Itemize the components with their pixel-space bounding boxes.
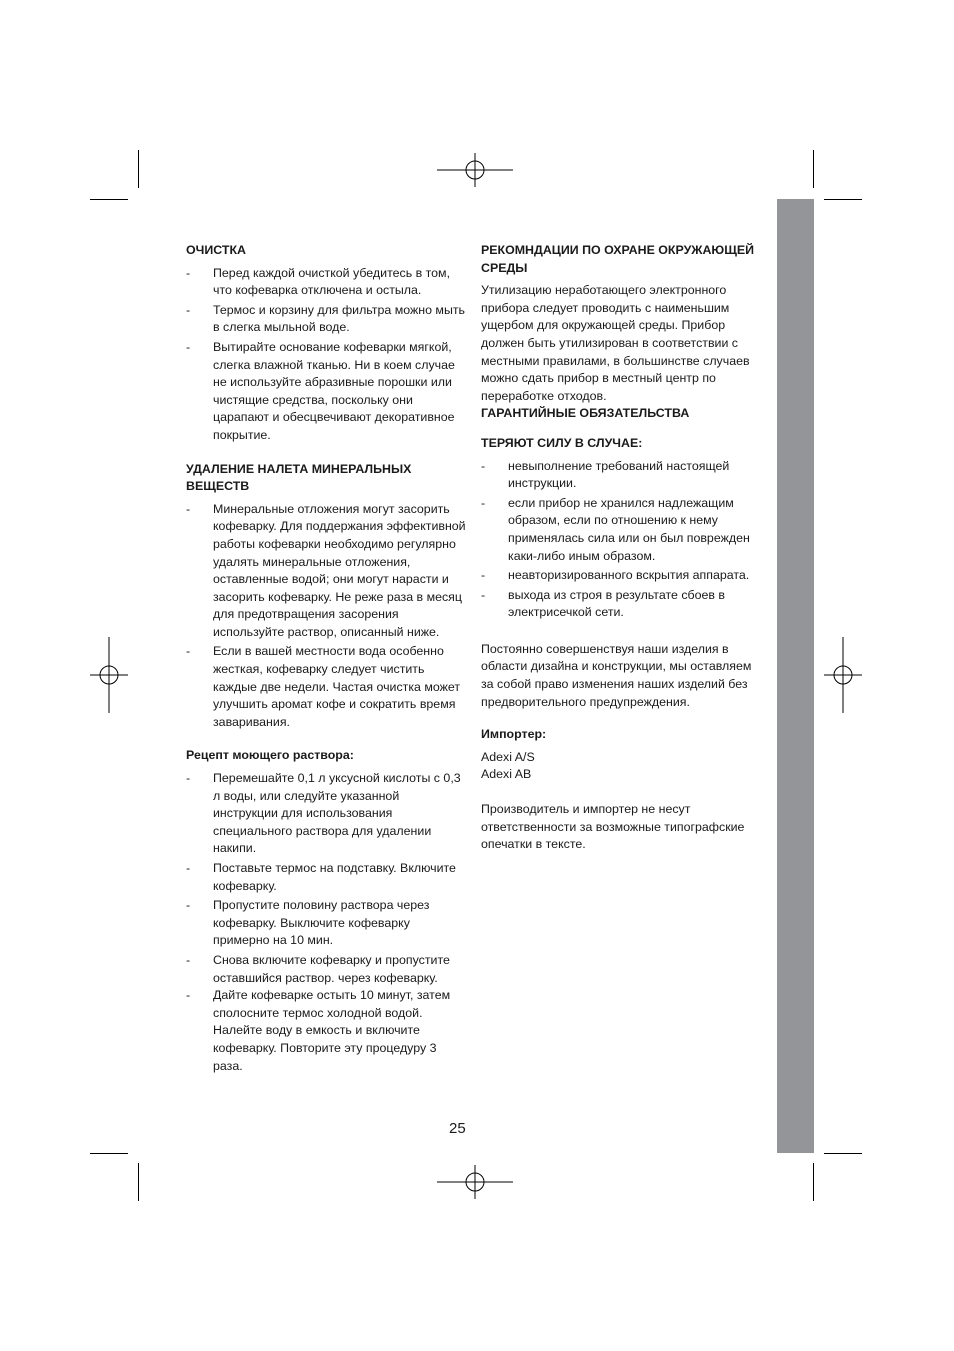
left-column <box>186 242 466 1075</box>
dash-marker: - <box>186 265 191 280</box>
list-item <box>186 952 466 987</box>
dash-marker: - <box>186 501 191 516</box>
crop-mark <box>813 1163 814 1201</box>
list-item-text: Минеральные отложения могут засорить кофеварку. Для поддержания эффективной работы кофеварки необходимо регулярно удалять минеральные отложения, оставленные водой; они могут нарасти и засорить кофеварку. Не реже раза в месяц для предотвращения засорения используйте раствор, описанный ниже. <box>213 501 466 639</box>
list-item <box>186 643 466 731</box>
environment-text: Утилизацию неработающего электронного прибора следует проводить с наименьшим ущербом для окружающей среды. Прибор должен быть утилизирован в соответствии с местными правилами, в большинстве случаев можно сдать прибор в местный центр по переработке отходов. <box>481 283 750 403</box>
importer-heading: Импортер: <box>481 727 547 742</box>
list-item-text: неавторизированного вскрытия аппарата. <box>508 568 750 583</box>
list-item <box>186 501 466 642</box>
dash-marker: - <box>481 568 486 583</box>
registration-mark-icon <box>824 637 862 713</box>
crop-mark <box>824 1153 862 1154</box>
registration-mark-icon <box>437 1165 513 1199</box>
list-item <box>186 897 466 950</box>
right-column <box>481 242 761 854</box>
list-item-text: Дайте кофеварке остыть 10 минут, затем сполосните термос холодной водой. Налейте воду в емкость и включите кофеварку. Повторите эту процедуру 3 раза. <box>213 988 451 1073</box>
side-tab <box>777 199 814 1153</box>
list-item <box>481 587 761 622</box>
list-item-text: невыполнение требований настоящей инструкции. <box>508 458 730 491</box>
crop-mark <box>90 199 128 200</box>
descaling-list <box>186 501 466 732</box>
dash-marker: - <box>186 302 191 317</box>
environment-heading: РЕКОМНДАЦИИ ПО ОХРАНЕ ОКРУЖАЮЩЕЙ СРЕДЫ <box>481 243 755 275</box>
list-item-text: Снова включите кофеварку и пропустите оставшийся раствор. через кофеварку. <box>213 952 450 985</box>
dash-marker: - <box>186 339 191 354</box>
registration-mark-icon <box>90 637 128 713</box>
list-item <box>186 265 466 300</box>
warranty-subheading: ТЕРЯЮТ СИЛУ В СЛУЧАЕ: <box>481 435 643 450</box>
cleaning-list <box>186 265 466 445</box>
crop-mark <box>813 150 814 188</box>
list-item <box>186 770 466 858</box>
recipe-list <box>186 770 466 1075</box>
dash-marker: - <box>186 861 191 875</box>
dash-marker: - <box>481 495 486 510</box>
list-item-text: Если в вашей местности вода особенно жесткая, кофеварку следует чистить каждые две недели. Частая очистка может улучшить аромат кофе и сократить время заваривания. <box>213 644 461 729</box>
dash-marker: - <box>186 952 191 967</box>
dash-marker: - <box>481 587 486 602</box>
dash-marker: - <box>186 988 191 1003</box>
registration-mark-icon <box>437 153 513 187</box>
importer-line: Adexi A/S <box>481 749 535 764</box>
list-item-text: выхода из строя в результате сбоев в электрисечкой сети. <box>508 587 725 620</box>
crop-mark <box>824 199 862 200</box>
list-item-text: Поставьте термос на подставку. Включите кофеварку. <box>213 861 456 893</box>
list-item <box>186 860 466 895</box>
dash-marker: - <box>186 898 191 913</box>
dash-marker: - <box>481 458 486 473</box>
cleaning-heading: ОЧИСТКА <box>186 243 246 257</box>
recipe-heading: Рецепт моющего раствора: <box>186 748 354 763</box>
descaling-heading: УДАЛЕНИЕ НАЛЕТА МИНЕРАЛЬНЫХ ВЕЩЕСТВ <box>186 461 412 494</box>
list-item-text: Вытирайте основание кофеварки мягкой, слегка влажной тканью. Ни в коем случае не используйте абразивные порошки или чистящие средства, поскольку они царапают и обесцвечивают декоративное покрытие. <box>213 339 455 442</box>
warranty-heading: ГАРАНТИЙНЫЕ ОБЯЗАТЕЛЬСТВА <box>481 406 690 421</box>
list-item-text: если прибор не хранился надлежащим образом, если по отношению к нему применялась сила или он был поврежден каки-либо иным образом. <box>508 495 750 563</box>
list-item <box>481 495 761 565</box>
list-item-text: Перед каждой очисткой убедитесь в том, что кофеварка отключена и остыла. <box>213 265 451 298</box>
crop-mark <box>138 1163 139 1201</box>
crop-mark <box>138 150 139 188</box>
list-item <box>481 567 761 585</box>
list-item <box>481 458 761 493</box>
disclaimer-text: Производитель и импортер не несут ответственности за возможные типографские опечатки в тексте. <box>481 802 745 852</box>
page-number: 25 <box>449 1120 466 1137</box>
improvement-text: Постоянно совершенствуя наши изделия в области дизайна и конструкции, мы оставляем за собой право изменения наших изделий без предворительного предупреждения. <box>481 641 752 709</box>
list-item <box>186 339 466 445</box>
importer-line: Adexi AB <box>481 767 532 782</box>
list-item <box>186 302 466 337</box>
list-item <box>186 987 466 1075</box>
list-item-text: Термос и корзину для фильтра можно мыть в слегка мыльной воде. <box>213 302 465 335</box>
list-item-text: Пропустите половину раствора через кофеварку. Выключите кофеварку примерно на 10 мин. <box>213 898 430 948</box>
list-item-text: Перемешайте 0,1 л уксусной кислоты с 0,3 л воды, или следуйте указанной инструкции для использования специального раствора для удалении накипи. <box>213 771 461 856</box>
warranty-list <box>481 458 761 622</box>
dash-marker: - <box>186 644 191 659</box>
crop-mark <box>90 1153 128 1154</box>
dash-marker: - <box>186 771 191 786</box>
